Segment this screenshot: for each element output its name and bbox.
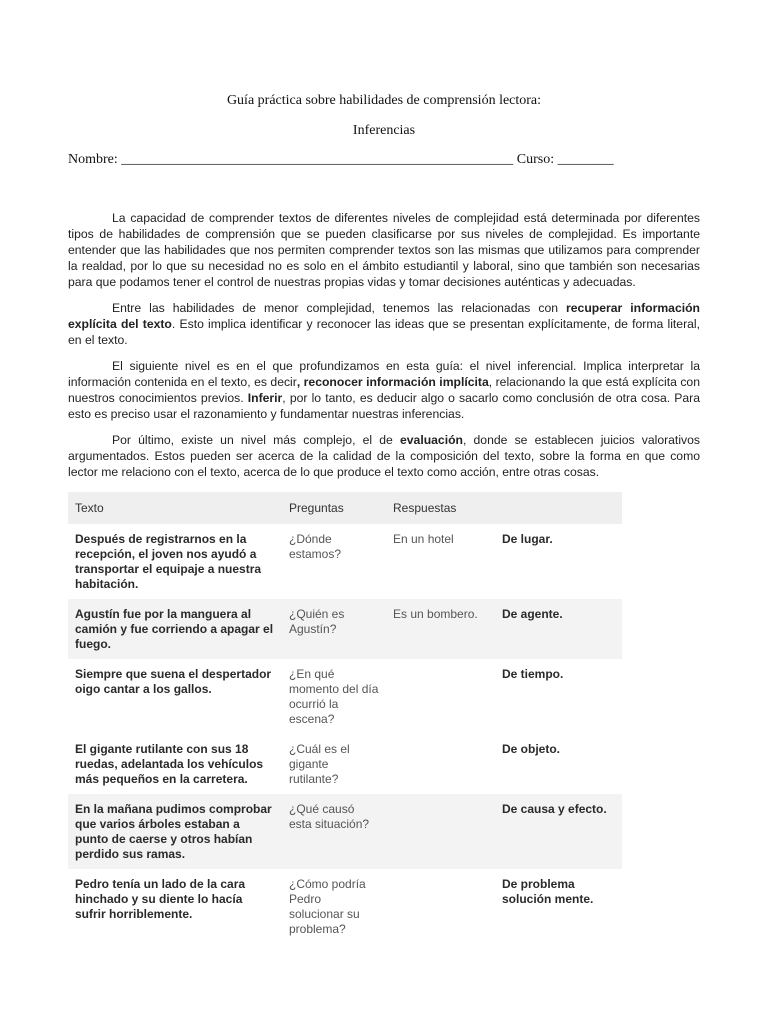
page-subtitle: Inferencias [352, 123, 416, 138]
intro-text [68, 210, 700, 490]
cell-texto: Agustín fue por la manguera al camión y fue corriendo a apagar el fuego. [68, 599, 282, 659]
paragraph-3-text-mid: , relacionando la que está explícita con nuestros conocimientos previos. [68, 375, 700, 405]
table-row [68, 659, 622, 734]
cell-tipo: De problema solución mente. [502, 877, 594, 906]
course-blank: ________ [557, 152, 614, 167]
cell-respuesta [386, 659, 495, 734]
course-label: Curso: [516, 152, 555, 167]
cell-texto: Pedro tenía un lado de la cara hinchado y su diente lo hacía sufrir horriblemente. [75, 877, 246, 921]
cell-tipo: De lugar. [502, 532, 553, 546]
cell-tipo: De agente. [495, 599, 622, 659]
paragraph-4-text: Por último, existe un nivel más complejo, el de [112, 433, 400, 447]
cell-texto: El gigante rutilante con sus 18 ruedas, adelantada los vehículos más pequeños en la carretera. [75, 742, 264, 786]
paragraph-2 [68, 300, 700, 348]
inference-table [68, 492, 622, 944]
table-header-row [68, 492, 622, 524]
cell-pregunta: ¿Cuál es el gigante rutilante? [289, 742, 350, 786]
header-respuestas: Respuestas [386, 492, 495, 524]
paragraph-4-bold: evaluación [399, 433, 463, 447]
cell-tipo: De objeto. [502, 742, 561, 756]
cell-pregunta: ¿En qué momento del día ocurrió la escena? [289, 667, 379, 726]
name-blank: ________________________________________________________ [121, 152, 514, 167]
cell-respuesta [386, 794, 495, 869]
cell-respuesta [386, 734, 495, 794]
header-tipo [495, 492, 622, 524]
page-title: Guía práctica sobre habilidades de comprensión lectora: [226, 93, 542, 108]
cell-pregunta: ¿Qué causó esta situación? [282, 794, 386, 869]
cell-tipo: De causa y efecto. [495, 794, 622, 869]
table-row [68, 734, 622, 794]
paragraph-2-text-end: . Esto implica identificar y reconocer las ideas que se presentan explícitamente, de forma literal, en el texto. [68, 317, 700, 347]
cell-pregunta: ¿Dónde estamos? [289, 532, 342, 561]
cell-pregunta: ¿Cómo podría Pedro solucionar su problema? [289, 877, 366, 936]
paragraph-3-bold: , reconocer información implícita [296, 375, 489, 389]
paragraph-4 [68, 432, 700, 480]
cell-pregunta: ¿Quién es Agustín? [282, 599, 386, 659]
cell-respuesta: Es un bombero. [386, 599, 495, 659]
header-texto: Texto [68, 492, 282, 524]
table-row [68, 869, 622, 944]
name-label: Nombre: [68, 152, 118, 167]
paragraph-3-bold-2: Inferir [247, 391, 283, 405]
table-row [68, 599, 622, 659]
paragraph-3-text: El siguiente nivel es en el que profundizamos en esta guía: el nivel inferencial. Implica interpretar la información contenida en el texto, es decir [68, 359, 700, 389]
paragraph-2-text: Entre las habilidades de menor complejidad, tenemos las relacionadas con [112, 301, 567, 315]
cell-texto: Después de registrarnos en la recepción, el joven nos ayudó a transportar el equipaje a nuestra habitación. [75, 532, 262, 591]
paragraph-3 [68, 358, 700, 422]
paragraph-3-text-end: , por lo tanto, es deducir algo o sacarlo como conclusión de otra cosa. Para esto es preciso usar el razonamiento y fundamentar nuestras inferencias. [68, 391, 700, 421]
paragraph-2-bold: recuperar información explícita del texto [68, 301, 700, 331]
header-preguntas: Preguntas [282, 492, 386, 524]
table-row [68, 524, 622, 599]
cell-respuesta: En un hotel [393, 532, 454, 546]
cell-texto: En la mañana pudimos comprobar que varios árboles estaban a punto de caerse y otros habían perdido sus ramas. [68, 794, 282, 869]
paragraph-4-text-end: , donde se establecen juicios valorativos argumentados. Estos pueden ser acerca de la calidad de la composición del texto, sobre la forma en que como lector me relaciono con el texto, acerca de lo que produce el texto como acción, entre otras cosas. [68, 433, 700, 479]
cell-respuesta [386, 869, 495, 944]
cell-tipo: De tiempo. [502, 667, 564, 681]
paragraph-1 [68, 210, 700, 290]
cell-texto: Siempre que suena el despertador oigo cantar a los gallos. [75, 667, 272, 696]
name-course-line [68, 152, 614, 168]
table-row [68, 794, 622, 869]
paragraph-1-text: La capacidad de comprender textos de diferentes niveles de complejidad está determinada por diferentes tipos de habilidades de comprensión que se pueden clasificarse por sus niveles de complejidad. Es importante entender que las habilidades que nos permiten comprender textos son las mismas que utilizamos para comprender la realdad, por lo que su necesidad no es solo en el ámbito estudiantil y laboral, sino que también son necesarias para que podamos tener el control de nuestras propias vidas y tomar decisiones auténticas y adecuadas. [68, 211, 700, 289]
